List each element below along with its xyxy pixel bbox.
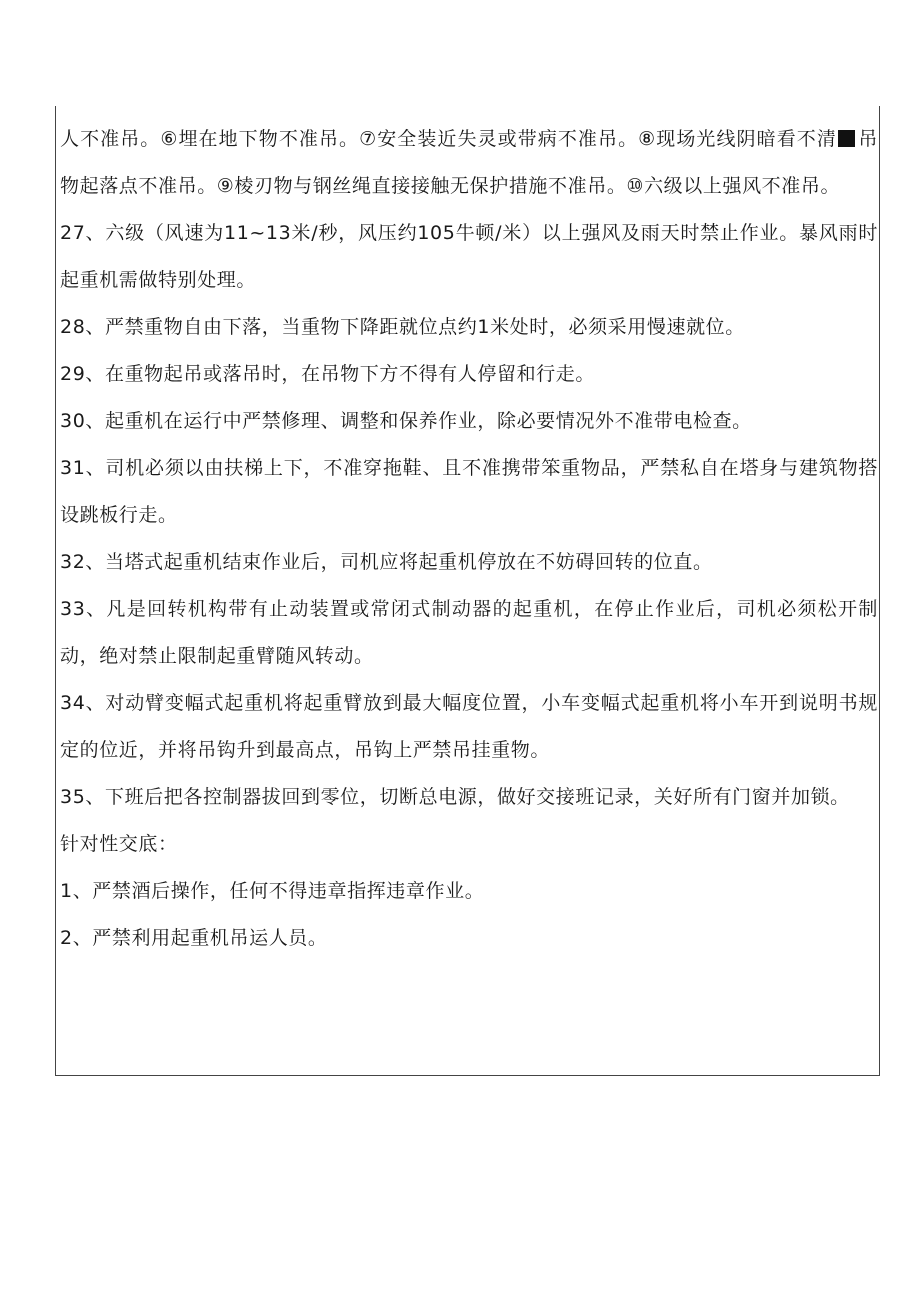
rule-continuation-part-a: 人不准吊。⑥埋在地下物不准吊。⑦安全装近失灵或带病不准吊。⑧现场光线阴暗看不清 bbox=[60, 128, 837, 150]
targeted-item-1: 1、严禁酒后操作，任何不得违章指挥违章作业。 bbox=[60, 880, 485, 902]
redaction-block bbox=[838, 130, 855, 147]
rule-31: 31、司机必须以由扶梯上下，不准穿拖鞋、且不准携带笨重物品，严禁私自在塔身与建筑物搭设跳板行走。 bbox=[60, 457, 878, 526]
rule-28: 28、严禁重物自由下落，当重物下降距就位点约1米处时，必须采用慢速就位。 bbox=[60, 316, 745, 338]
targeted-briefing-heading: 针对性交底： bbox=[60, 833, 178, 855]
rule-27: 27、六级（风速为11~13米/秒，风压约105牛顿/米）以上强风及雨天时禁止作业。暴风雨时起重机需做特别处理。 bbox=[60, 222, 878, 291]
rule-33: 33、凡是回转机构带有止动装置或常闭式制动器的起重机，在停止作业后，司机必须松开制动，绝对禁止限制起重臂随风转动。 bbox=[60, 598, 878, 667]
rule-35: 35、下班后把各控制器拔回到零位，切断总电源，做好交接班记录，关好所有门窗并加锁。 bbox=[60, 786, 850, 808]
rule-30: 30、起重机在运行中严禁修理、调整和保养作业，除必要情况外不准带电检查。 bbox=[60, 410, 752, 432]
rule-32: 32、当塔式起重机结束作业后，司机应将起重机停放在不妨碍回转的位直。 bbox=[60, 551, 713, 573]
rule-continuation-part-b: 吊物起落点不准吊。⑨棱刃物与钢丝绳直接接触无保护措施不准吊。⑩六级以上强风不准吊。 bbox=[60, 128, 878, 197]
rule-34: 34、对动臂变幅式起重机将起重臂放到最大幅度位置，小车变幅式起重机将小车开到说明书规定的位近，并将吊钩升到最高点，吊钩上严禁吊挂重物。 bbox=[60, 692, 878, 761]
rule-29: 29、在重物起吊或落吊时，在吊物下方不得有人停留和行走。 bbox=[60, 363, 595, 385]
targeted-item-2: 2、严禁利用起重机吊运人员。 bbox=[60, 927, 328, 949]
rule-continuation bbox=[60, 116, 878, 210]
document-body bbox=[60, 116, 878, 962]
